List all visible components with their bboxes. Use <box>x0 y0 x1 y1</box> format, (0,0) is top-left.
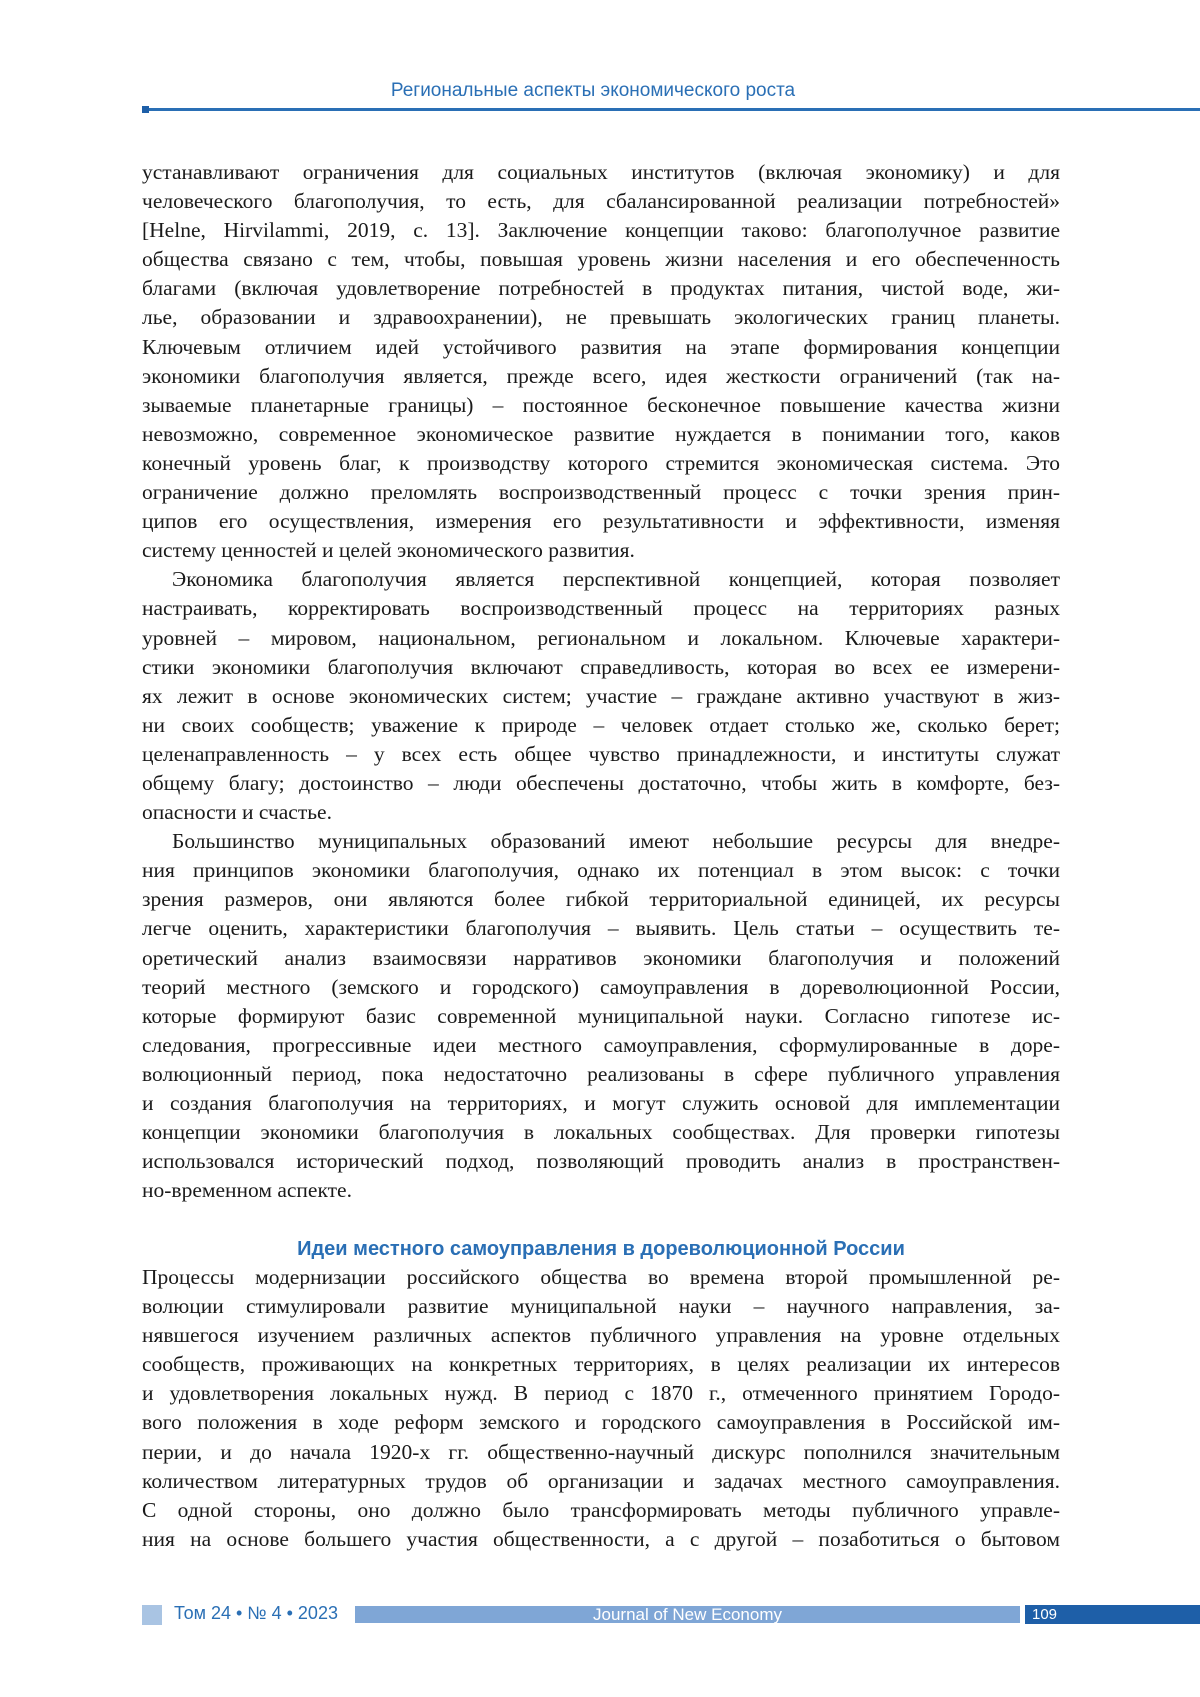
text-line: волюционный период, пока недостаточно реализованы в сфере публичного управления <box>142 1061 1060 1086</box>
text-line: экономики благополучия является, прежде всего, идея жесткости ограничений (так на- <box>142 363 1060 388</box>
text-line: [Helne, Hirvilammi, 2019, с. 13]. Заключение концепции таково: благополучное развитие <box>142 218 1060 243</box>
text-line: благами (включая удовлетворение потребностей в продуктах питания, чистой воде, жи- <box>142 276 1060 301</box>
journal-name: Journal of New Economy <box>355 1606 1020 1623</box>
text-line: волюции стимулировали развитие муниципальной науки – научного направления, за- <box>142 1294 1060 1319</box>
text-line: перии, и до начала 1920-х гг. общественно-научный дискурс пополнился значительным <box>142 1439 1060 1464</box>
text-line: Ключевым отличием идей устойчивого развития на этапе формирования концепции <box>142 334 1060 359</box>
text-line: использовался исторический подход, позволяющий проводить анализ в пространствен- <box>142 1149 1060 1174</box>
text-line: следования, прогрессивные идеи местного самоуправления, сформулированные в доре- <box>142 1032 1060 1057</box>
text-line: легче оценить, характеристики благополучия – выявить. Цель статьи – осуществить те- <box>142 916 1060 941</box>
text-line: Экономика благополучия является перспективной концепцией, которая позволяет <box>172 567 1060 592</box>
text-line: опасности и счастье. <box>142 800 332 825</box>
text-line: количеством литературных трудов об организации и задачах местного самоуправления. <box>142 1468 1060 1493</box>
text-line: ния принципов экономики благополучия, однако их потенциал в этом высок: с точки <box>142 858 1060 883</box>
text-line: конечный уровень благ, к производству которого стремится экономическая система. Это <box>142 450 1060 475</box>
text-line: устанавливают ограничения для социальных институтов (включая экономику) и для <box>142 160 1060 184</box>
text-line: систему ценностей и целей экономического развития. <box>142 538 635 563</box>
text-line: зрения размеров, они являются более гибкой территориальной единицей, их ресурсы <box>142 887 1060 912</box>
footer-square <box>142 1605 162 1625</box>
text-line: и создания благополучия на территориях, и могут служить основой для имплементации <box>142 1091 1060 1115</box>
running-head: Региональные аспекты экономического роста <box>390 80 796 101</box>
text-line: теорий местного (земского и городского) самоуправления в дореволюционной России, <box>142 974 1060 999</box>
section-heading: Идеи местного самоуправления в дореволюционной России <box>297 1238 905 1260</box>
text-line: Процессы модернизации российского общества во времена второй промышленной ре- <box>142 1265 1060 1289</box>
issue-info: Том 24 • № 4 • 2023 <box>174 1603 338 1623</box>
text-line: ни своих сообществ; уважение к природе – человек отдает столько же, сколько берет; <box>142 712 1060 737</box>
text-line: общества связано с тем, чтобы, повышая уровень жизни населения и его обеспеченность <box>142 247 1060 272</box>
text-line: зываемые планетарные границы) – постоянное бесконечное повышение качества жизни <box>142 392 1060 417</box>
header-rule-mark <box>142 106 149 113</box>
text-line: С одной стороны, оно должно было трансформировать методы публичного управле- <box>142 1497 1060 1522</box>
text-line: настраивать, корректировать воспроизводственный процесс на территориях разных <box>142 596 1060 621</box>
text-line: Большинство муниципальных образований имеют небольшие ресурсы для внедре- <box>172 829 1060 854</box>
text-line: ях лежит в основе экономических систем; участие – граждане активно участвуют в жиз- <box>142 683 1060 708</box>
header-rule <box>142 108 1200 111</box>
text-line: общему благу; достоинство – люди обеспечены достаточно, чтобы жить в комфорте, без- <box>142 770 1060 795</box>
text-line: целенаправленность – у всех есть общее чувство принадлежности, и институты служат <box>142 741 1060 766</box>
text-line: вого положения в ходе реформ земского и городского самоуправления в Российской им- <box>142 1410 1060 1435</box>
section-text <box>142 1263 1060 1554</box>
body-text <box>142 158 1060 1205</box>
text-line: невозможно, современное экономическое развитие нуждается в понимании того, каков <box>142 421 1060 446</box>
text-line: стики экономики благополучия включают справедливость, которая во всех ее измерени- <box>142 654 1060 679</box>
text-line: ципов его осуществления, измерения его результативности и эффективности, изменяя <box>142 509 1060 534</box>
text-line: которые формируют базис современной муниципальной науки. Согласно гипотезе ис- <box>142 1003 1060 1028</box>
text-line: ния на основе большего участия общественности, а с другой – позаботиться о бытовом <box>142 1526 1060 1551</box>
text-line: лье, образовании и здравоохранении), не превышать экологических границ планеты. <box>142 305 1060 330</box>
text-line: но-временном аспекте. <box>142 1178 352 1203</box>
text-line: концепции экономики благополучия в локальных сообществах. Для проверки гипотезы <box>142 1120 1060 1145</box>
text-line: уровней – мировом, национальном, региональном и локальном. Ключевые характери- <box>142 625 1060 650</box>
text-line: сообществ, проживающих на конкретных территориях, в целях реализации их интересов <box>142 1352 1060 1377</box>
text-line: человеческого благополучия, то есть, для сбалансированной реализации потребностей» <box>142 189 1060 214</box>
text-line: нявшегося изучением различных аспектов публичного управления на уровне отдельных <box>142 1323 1060 1348</box>
page-number: 109 <box>1025 1605 1200 1624</box>
text-line: ограничение должно преломлять воспроизводственный процесс с точки зрения прин- <box>142 480 1060 505</box>
text-line: оретический анализ взаимосвязи нарративов экономики благополучия и положений <box>142 945 1060 970</box>
text-line: и удовлетворения локальных нужд. В период с 1870 г., отмеченного принятием Городо- <box>142 1381 1060 1406</box>
